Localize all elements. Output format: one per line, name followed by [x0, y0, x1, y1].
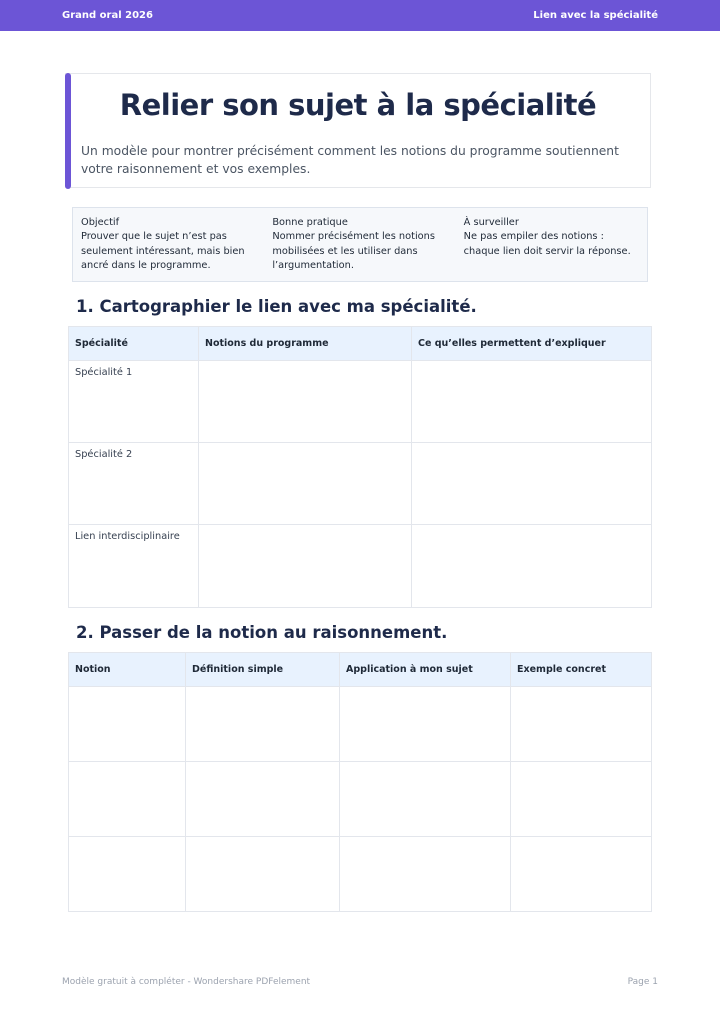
column-header: Notion [69, 653, 186, 687]
page-number: Page 1 [627, 977, 658, 987]
card-body: Nommer précisément les notions mobilisées et les utiliser dans l’argumentation. [272, 231, 435, 271]
empty-cell[interactable] [412, 525, 652, 608]
mapping-table [68, 326, 652, 608]
empty-cell[interactable] [340, 837, 511, 912]
empty-cell[interactable] [186, 837, 340, 912]
column-header: Définition simple [186, 653, 340, 687]
card-title: À surveiller [463, 217, 519, 228]
section-2-title: 2. Passer de la notion au raisonnement. [76, 623, 448, 642]
banner-left-label: Grand oral 2026 [62, 10, 153, 21]
column-header: Notions du programme [199, 327, 412, 361]
column-header: Exemple concret [511, 653, 652, 687]
page-subtitle: Un modèle pour montrer précisément comment les notions du programme soutiennent votre raisonnement et vos exemples. [81, 144, 619, 176]
empty-cell[interactable] [186, 762, 340, 837]
empty-cell[interactable] [69, 687, 186, 762]
page-footer [62, 977, 658, 987]
table-row [69, 837, 652, 912]
empty-cell[interactable] [199, 525, 412, 608]
card-title: Bonne pratique [272, 217, 348, 228]
empty-cell[interactable] [511, 687, 652, 762]
reasoning-table [68, 652, 652, 912]
card-body: Prouver que le sujet n’est pas seulement intéressant, mais bien ancré dans le programme. [81, 231, 245, 271]
empty-cell[interactable] [199, 443, 412, 525]
page-title: Relier son sujet à la spécialité [119, 88, 597, 122]
empty-cell[interactable] [340, 762, 511, 837]
column-header: Application à mon sujet [340, 653, 511, 687]
row-label: Spécialité 1 [69, 361, 199, 443]
row-label: Spécialité 2 [69, 443, 199, 525]
card-objective [73, 208, 264, 281]
footer-credit: Modèle gratuit à compléter - Wondershare PDFelement [62, 977, 311, 987]
banner-right-label: Lien avec la spécialité [533, 10, 658, 21]
empty-cell[interactable] [186, 687, 340, 762]
empty-cell[interactable] [511, 762, 652, 837]
empty-cell[interactable] [69, 762, 186, 837]
empty-cell[interactable] [199, 361, 412, 443]
empty-cell[interactable] [412, 361, 652, 443]
card-watch-out [456, 208, 647, 281]
card-good-practice [264, 208, 455, 281]
empty-cell[interactable] [511, 837, 652, 912]
table-row [69, 361, 652, 443]
info-cards [72, 207, 648, 282]
table-row [69, 525, 652, 608]
empty-cell[interactable] [412, 443, 652, 525]
column-header: Ce qu’elles permettent d’expliquer [412, 327, 652, 361]
top-banner [0, 0, 720, 31]
column-header: Spécialité [69, 327, 199, 361]
table-header-row [69, 653, 652, 687]
row-label: Lien interdisciplinaire [69, 525, 199, 608]
table-row [69, 762, 652, 837]
table-row [69, 443, 652, 525]
empty-cell[interactable] [69, 837, 186, 912]
card-title: Objectif [81, 217, 120, 228]
section-1-title: 1. Cartographier le lien avec ma spécialité. [76, 297, 477, 316]
card-body: Ne pas empiler des notions : chaque lien doit servir la réponse. [463, 231, 631, 257]
empty-cell[interactable] [340, 687, 511, 762]
table-header-row [69, 327, 652, 361]
table-row [69, 687, 652, 762]
hero-box [65, 73, 651, 188]
